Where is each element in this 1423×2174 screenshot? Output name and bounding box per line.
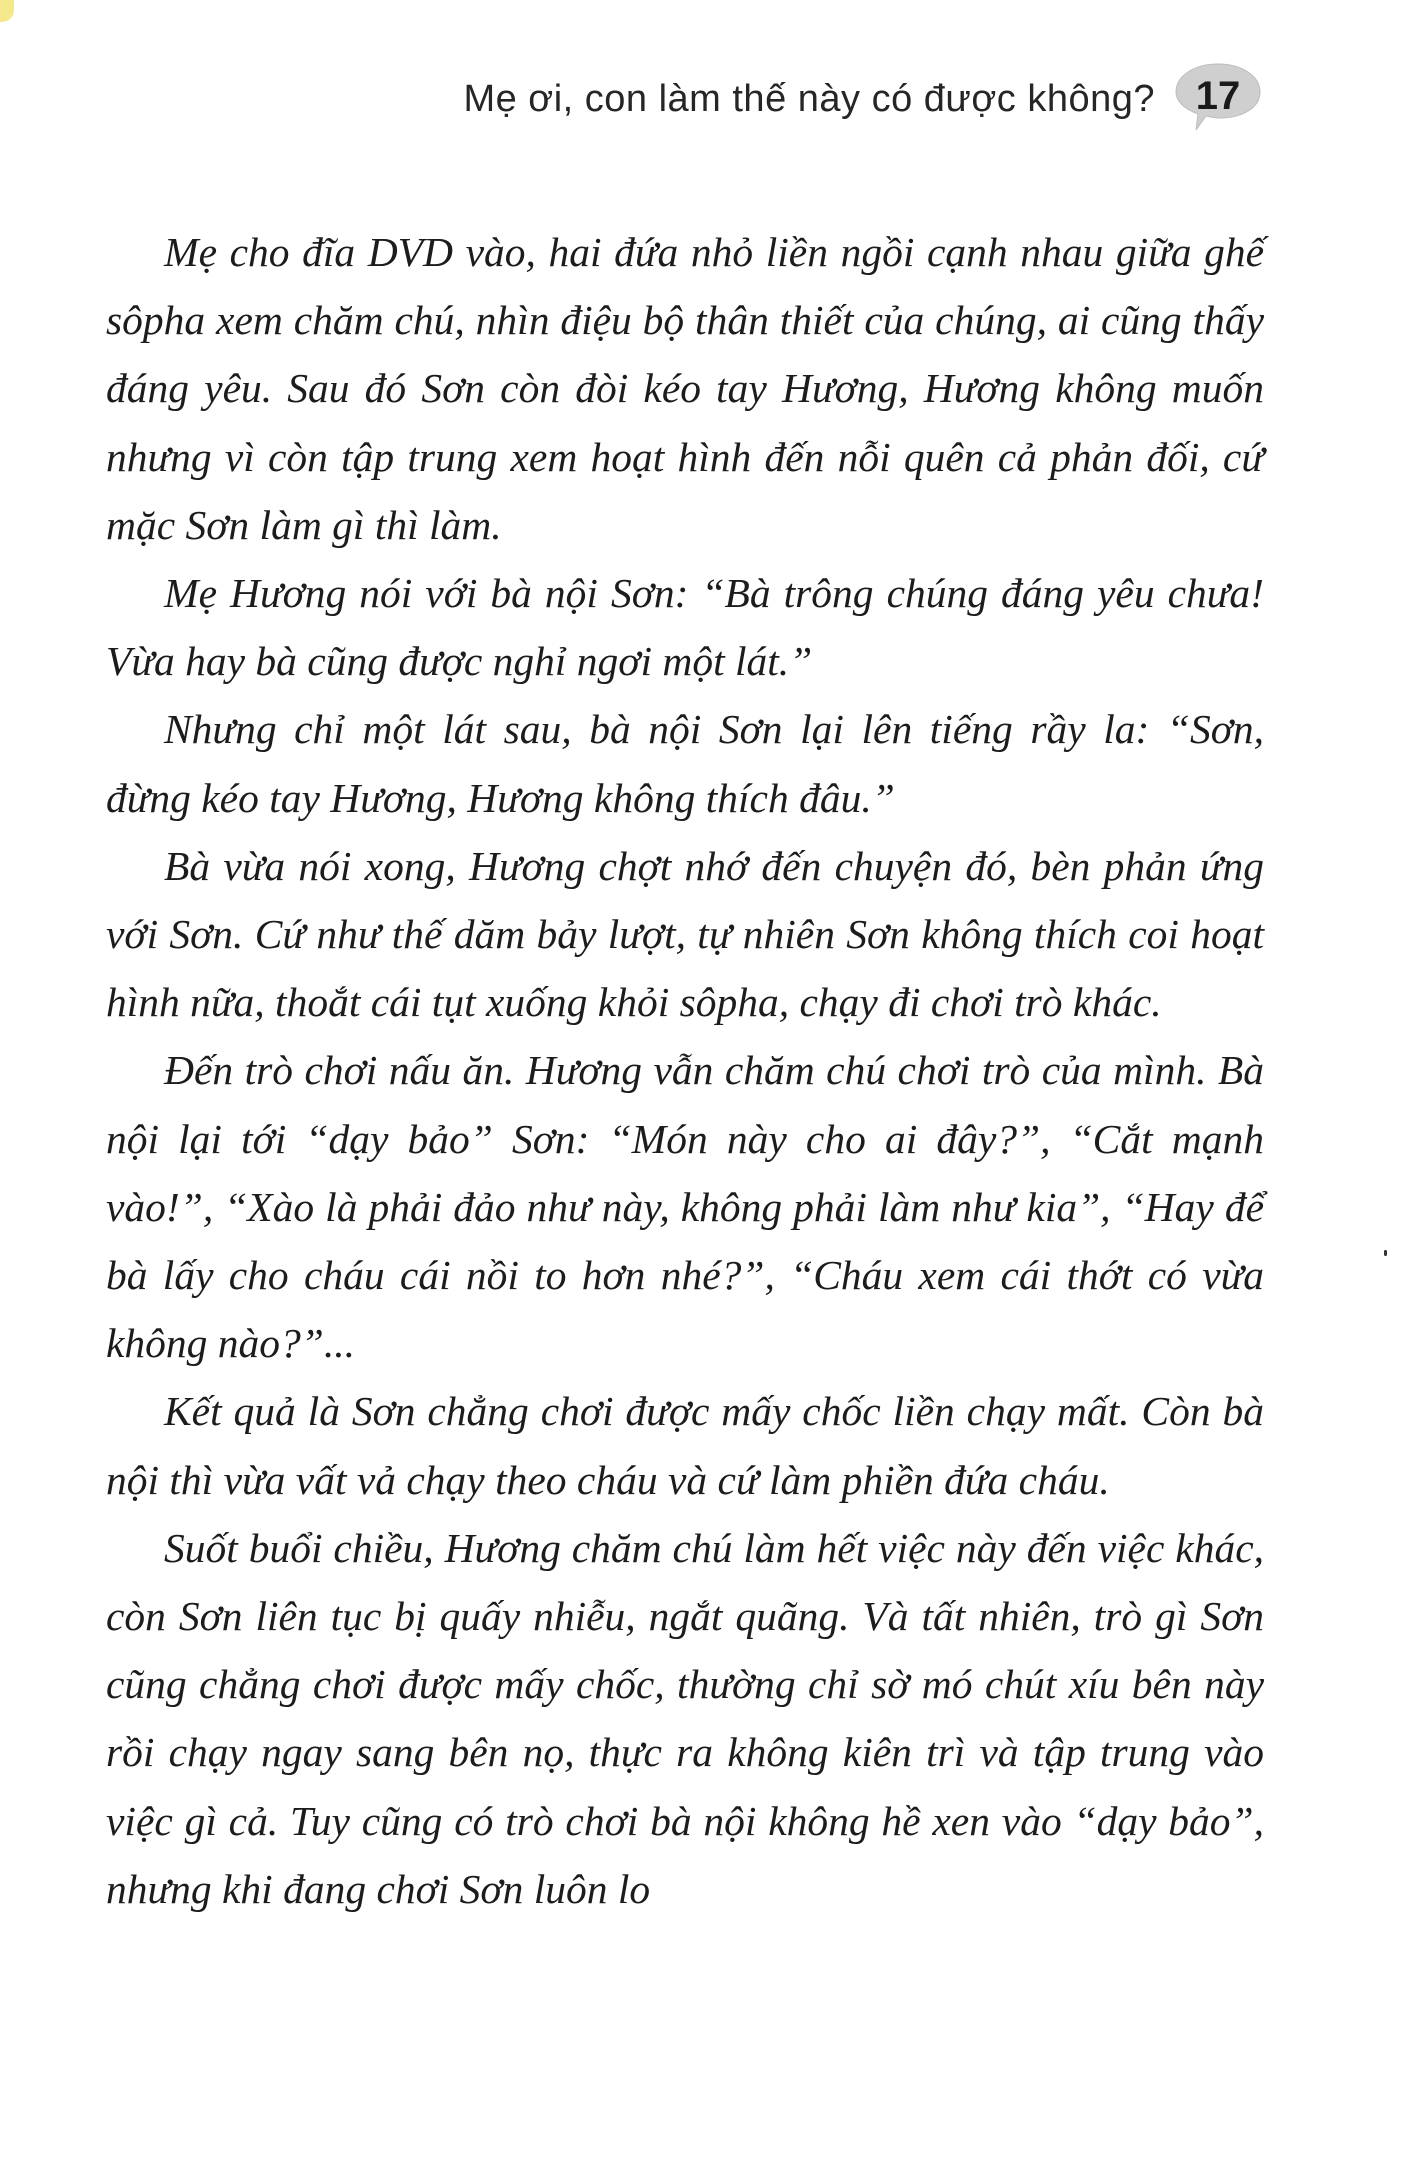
paragraph: Đến trò chơi nấu ăn. Hương vẫn chăm chú chơi trò của mình. Bà nội lại tới “dạy bảo” Sơn: “Món này cho ai đây?”, “Cắt mạnh vào!”, “Xào là phải đảo như này, không phải làm như kia”, “Hay để bà lấy cho cháu cái nồi to hơn nhé?”, “Cháu xem cái thớt có vừa không nào?”... [106, 1047, 1264, 1367]
body-text [106, 218, 1264, 1923]
paragraph: Mẹ Hương nói với bà nội Sơn: “Bà trông chúng đáng yêu chưa! Vừa hay bà cũng được nghỉ ngơi một lát.” [106, 570, 1264, 685]
scan-speck [1384, 1250, 1387, 1256]
page-number: 17 [1195, 74, 1241, 118]
paragraph: Nhưng chỉ một lát sau, bà nội Sơn lại lên tiếng rầy la: “Sơn, đừng kéo tay Hương, Hương không thích đâu.” [106, 706, 1264, 821]
page-number-badge [1172, 60, 1264, 134]
paragraph: Suốt buổi chiều, Hương chăm chú làm hết việc này đến việc khác, còn Sơn liên tục bị quấy nhiễu, ngắt quãng. Và tất nhiên, trò gì Sơn cũng chẳng chơi được mấy chốc, thường chỉ sờ mó chút xíu bên này rồi chạy ngay sang bên nọ, thực ra không kiên trì và tập trung vào việc gì cả. Tuy cũng có trò chơi bà nội không hề xen vào “dạy bảo”, nhưng khi đang chơi Sơn luôn lo [106, 1524, 1264, 1912]
corner-highlight-mark [0, 0, 14, 22]
paragraph: Kết quả là Sơn chẳng chơi được mấy chốc liền chạy mất. Còn bà nội thì vừa vất vả chạy theo cháu và cứ làm phiền đứa cháu. [106, 1388, 1264, 1503]
running-header-title: Mẹ ơi, con làm thế này có được không? [463, 78, 1155, 120]
paragraph: Mẹ cho đĩa DVD vào, hai đứa nhỏ liền ngồi cạnh nhau giữa ghế sôpha xem chăm chú, nhìn điệu bộ thân thiết của chúng, ai cũng thấy đáng yêu. Sau đó Sơn còn đòi kéo tay Hương, Hương không muốn nhưng vì còn tập trung xem hoạt hình đến nỗi quên cả phản đối, cứ mặc Sơn làm gì thì làm. [106, 229, 1264, 548]
paragraph: Bà vừa nói xong, Hương chợt nhớ đến chuyện đó, bèn phản ứng với Sơn. Cứ như thế dăm bảy lượt, tự nhiên Sơn không thích coi hoạt hình nữa, thoắt cái tụt xuống khỏi sôpha, chạy đi chơi trò khác. [106, 842, 1264, 1026]
